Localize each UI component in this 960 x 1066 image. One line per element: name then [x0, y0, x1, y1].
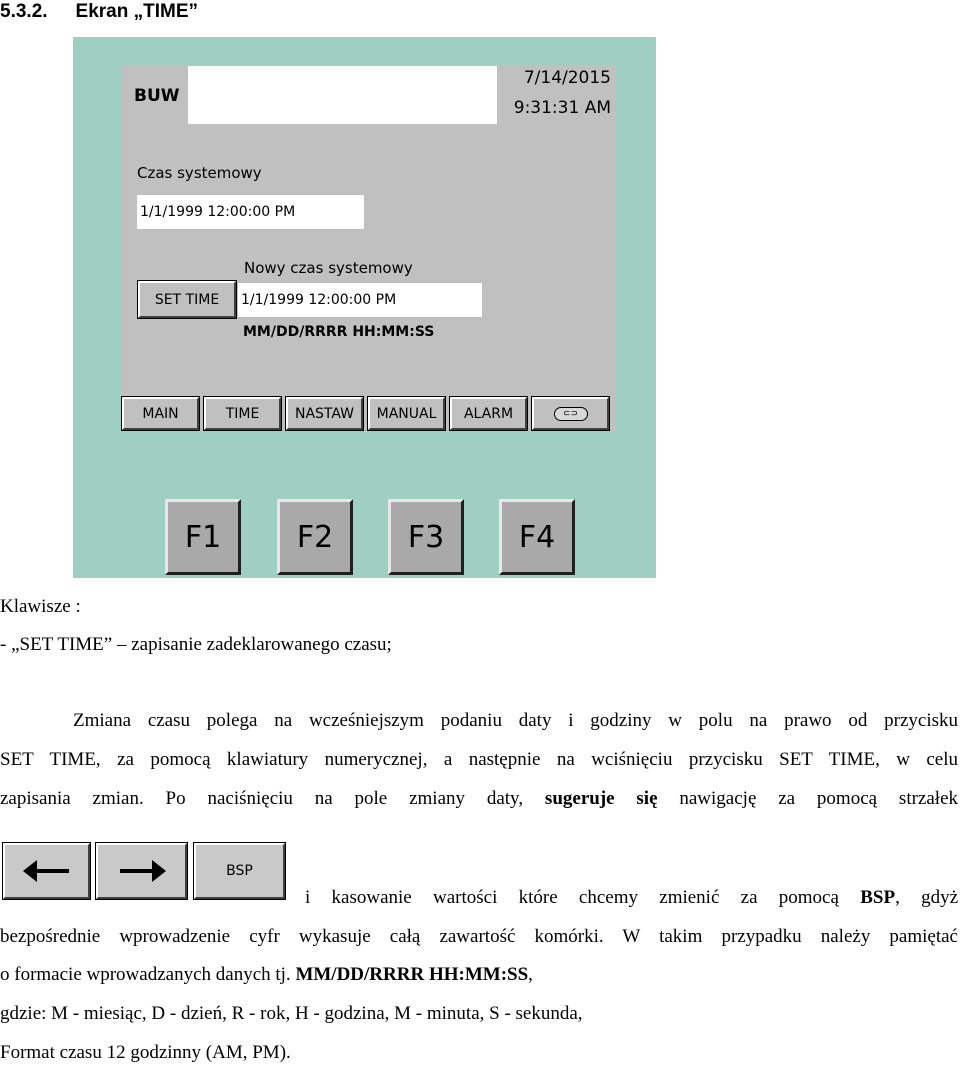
line4: i kasowanie wartości które chcemy zmienić za pomocą BSP, gdyż — [305, 887, 959, 908]
toggle-pill-icon: ⊂⊃ — [554, 407, 588, 421]
arrow-right-key — [96, 843, 187, 899]
hmi-screen — [122, 65, 615, 431]
system-time-label: Czas systemowy — [137, 164, 262, 182]
line5: bezpośrednie wprowadzenie cyfr wykasuje całą zawartość komórki. W takim przypadku należy pamiętać — [0, 926, 958, 947]
arrow-left-key — [3, 843, 90, 899]
system-time-field: 1/1/1999 12:00:00 PM — [137, 195, 364, 229]
para1-line2: SET TIME, za pomocą klawiatury numerycznej, a następnie na wciśnięciu przycisku SET TIME, w celu — [0, 749, 958, 770]
keys-item: - „SET TIME” – zapisanie zadeklarowanego czasu; — [0, 634, 392, 655]
header-message-box — [188, 66, 497, 124]
line6: o formacie wprowadzanych danych tj. MM/DD/RRRR HH:MM:SS, — [0, 964, 533, 985]
new-time-label: Nowy czas systemowy — [244, 259, 413, 277]
line8: Format czasu 12 godzinny (AM, PM). — [0, 1042, 291, 1063]
nav-time-button[interactable]: TIME — [204, 397, 281, 430]
arrow-right-icon — [118, 859, 166, 883]
hmi-panel — [73, 37, 656, 578]
f4-key[interactable]: F4 — [499, 499, 575, 575]
new-time-input[interactable]: 1/1/1999 12:00:00 PM — [238, 283, 482, 317]
section-title: Ekran „TIME” — [75, 1, 199, 22]
nav-manual-button[interactable]: MANUAL — [368, 397, 445, 430]
nav-toggle-button[interactable] — [532, 397, 609, 430]
emphasis-sugeruje: sugeruje się — [544, 788, 658, 809]
emphasis-bsp: BSP — [860, 887, 896, 908]
set-time-button[interactable]: SET TIME — [138, 281, 236, 318]
f2-key[interactable]: F2 — [277, 499, 353, 575]
bsp-key: BSP — [194, 843, 285, 899]
arrow-left-icon — [23, 859, 71, 883]
current-time: 9:31:31 AM — [513, 98, 611, 118]
section-number: 5.3.2. — [0, 1, 48, 22]
format-hint: MM/DD/RRRR HH:MM:SS — [243, 324, 435, 340]
f1-key[interactable]: F1 — [165, 499, 241, 575]
emphasis-format: MM/DD/RRRR HH:MM:SS — [295, 964, 529, 985]
line7: gdzie: M - miesiąc, D - dzień, R - rok, H - godzina, M - minuta, S - sekunda, — [0, 1003, 583, 1024]
f3-key[interactable]: F3 — [388, 499, 464, 575]
para1-line1: Zmiana czasu polega na wcześniejszym podaniu daty i godziny w polu na prawo od przycisku — [73, 710, 958, 731]
logo: BUW — [134, 86, 180, 106]
nav-nastaw-button[interactable]: NASTAW — [286, 397, 363, 430]
para1-line3: zapisania zmian. Po naciśnięciu na pole zmiany daty, sugeruje się nawigację za pomocą strzałek — [0, 788, 958, 809]
keys-label: Klawisze : — [0, 596, 81, 617]
nav-main-button[interactable]: MAIN — [122, 397, 199, 430]
section-heading — [0, 1, 198, 23]
nav-alarm-button[interactable]: ALARM — [450, 397, 527, 430]
current-date: 7/14/2015 — [523, 68, 611, 88]
